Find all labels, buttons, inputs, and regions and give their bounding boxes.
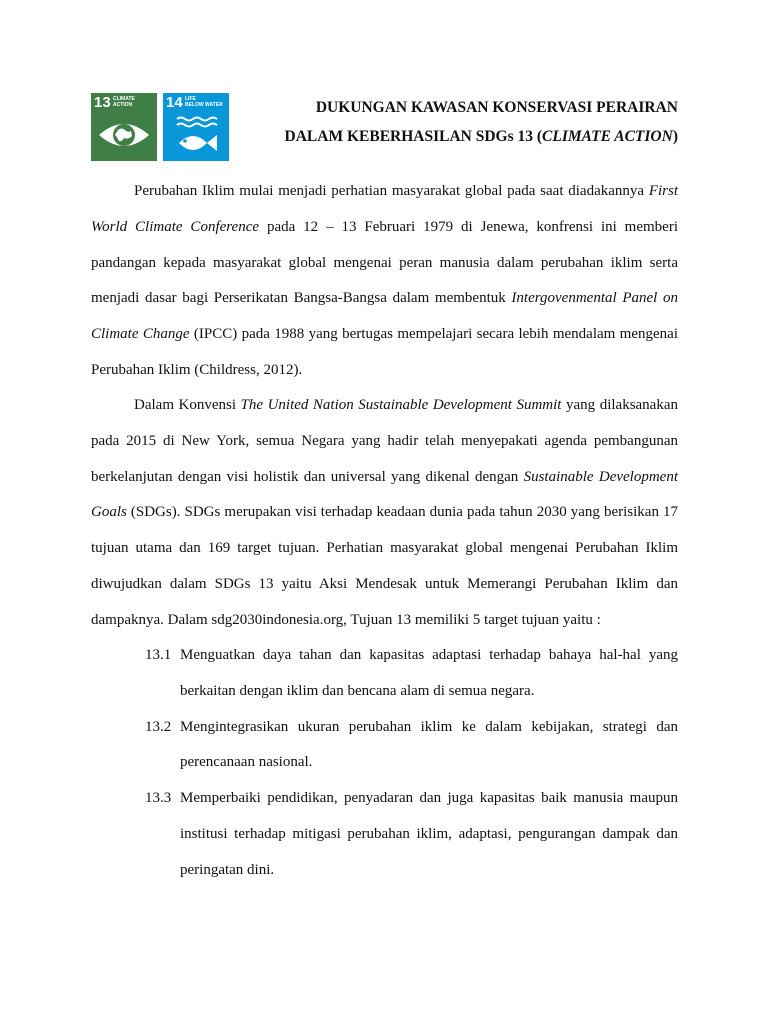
sdg13-logo — [91, 93, 157, 161]
sdg14-logo — [163, 93, 229, 161]
target-text-continuation: berkaitan dengan iklim dan bencana alam di semua negara. — [180, 682, 535, 699]
title-line-2-italic: CLIMATE ACTION — [542, 128, 673, 145]
eye-globe-icon — [91, 111, 157, 161]
document-title — [232, 93, 678, 151]
sdg13-number: 13 — [94, 94, 111, 111]
title-line-2-suffix: ) — [672, 128, 678, 145]
target-number: 13.1 — [145, 647, 172, 663]
target-number: 13.2 — [145, 718, 172, 735]
paragraph-2-text-b: yang dilaksanakan pada 2015 di New York, semua Negara yang hadir telah menyepakati agenda pembangunan berkelanjutan dengan visi holistik dan universal yang dikenal dengan — [91, 397, 679, 485]
paragraph-1-italic-b: Intergovenmental Panel on Climate Change — [91, 290, 678, 343]
paragraph-2-italic-a: The United Nation Sustainable Development Summit — [240, 397, 562, 413]
target-text-continuation: perencanaan nasional. — [180, 754, 313, 771]
paragraph-2-text-a: Dalam Konvensi — [134, 397, 241, 413]
paragraph-1-italic-a: First World Climate Conference — [91, 183, 678, 235]
list-item — [134, 638, 678, 710]
list-item — [134, 781, 678, 888]
fish-waves-icon — [163, 111, 229, 161]
target-text-first-line: Menguatkan daya tahan dan kapasitas adaptasi terhadap bahaya hal-hal yang — [180, 647, 678, 663]
paragraph-2-text-c: (SDGs). SDGs merupakan visi terhadap keadaan dunia pada tahun 2030 yang berisikan 17 tujuan utama dan 169 target tujuan. Perhatian masyarakat global mengenai Perubahan Iklim diwujudkan dalam SDGs 13 yaitu Aksi Mendesak untuk Memerangi Perubahan Iklim dan dampaknya. Dalam sdg2030indonesia.org, Tujuan 13 memiliki 5 target tujuan yaitu : — [91, 504, 678, 628]
paragraph-2-italic-b: Sustainable Development Goals — [91, 468, 678, 521]
sdg14-label: LIFE BELOW WATER — [185, 96, 223, 108]
title-line-2 — [232, 122, 678, 151]
target-text-continuation: institusi terhadap mitigasi perubahan iklim, adaptasi, pengurangan dampak dan peringatan dini. — [180, 825, 678, 878]
paragraph-1-text-c: (IPCC) pada 1988 yang bertugas mempelajari secara lebih mendalam mengenai Perubahan Iklim (Childress, 2012). — [91, 326, 678, 378]
title-line-2-prefix: DALAM KEBERHASILAN SDGs 13 ( — [284, 128, 543, 145]
target-text-first-line: Mengintegrasikan ukuran perubahan iklim ke dalam kebijakan, strategi dan — [180, 718, 678, 735]
paragraph-1 — [91, 174, 678, 389]
sdg-logos — [91, 93, 229, 161]
sdg14-number: 14 — [166, 94, 183, 111]
target-list — [134, 638, 678, 889]
paragraph-1-text-a: Perubahan Iklim mulai menjadi perhatian masyarakat global pada saat diadakannya — [134, 183, 649, 199]
paragraph-2 — [91, 388, 678, 639]
paragraph-1-text-b: pada 12 – 13 Februari 1979 di Jenewa, konfrensi ini memberi pandangan kepada masyarakat global mengenai peran manusia dalam perubahan iklim serta menjadi dasar bagi Perserikatan Bangsa-Bangsa dalam membentuk — [91, 218, 678, 307]
target-text-first-line: Memperbaiki pendidikan, penyadaran dan juga kapasitas baik manusia maupun — [180, 790, 678, 807]
title-line-1: DUKUNGAN KAWASAN KONSERVASI PERAIRAN — [315, 99, 678, 116]
target-number: 13.3 — [145, 790, 172, 807]
sdg13-label: CLIMATE ACTION — [113, 96, 135, 108]
list-item — [134, 710, 678, 782]
